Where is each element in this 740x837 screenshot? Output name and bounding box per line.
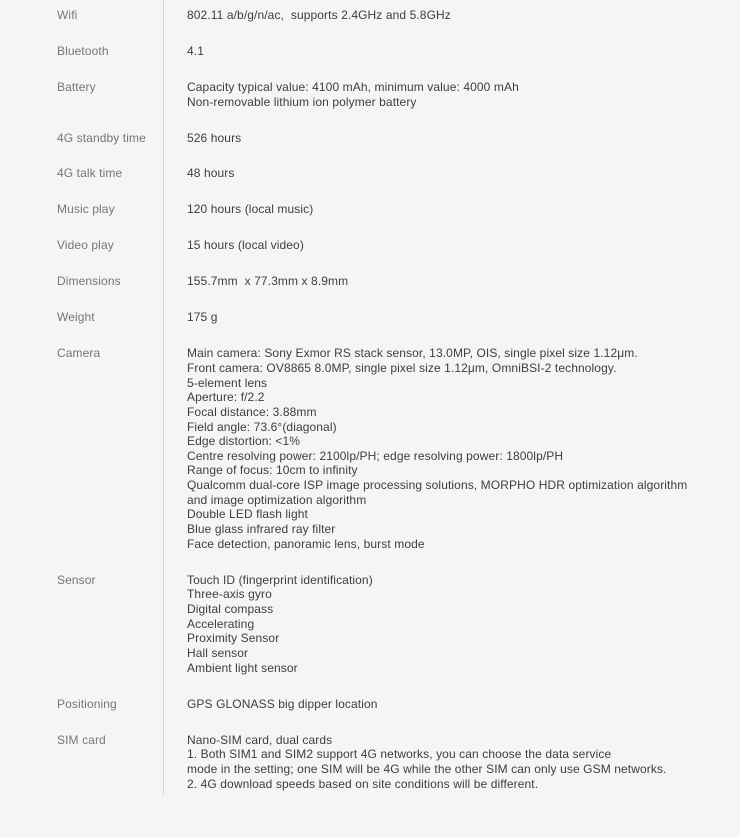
spec-value-line: 526 hours	[187, 130, 242, 145]
spec-value-line: Capacity typical value: 4100 mAh, minimum value: 4000 mAh	[187, 79, 519, 94]
spec-label: Video play	[57, 238, 114, 253]
spec-row	[0, 310, 740, 325]
spec-row	[0, 238, 740, 253]
spec-value-line: Ambient light sensor	[187, 660, 298, 675]
spec-label: Weight	[57, 310, 95, 325]
spec-value-line: Range of focus: 10cm to infinity	[187, 463, 358, 478]
spec-value-line: Centre resolving power: 2100lp/PH; edge resolving power: 1800lp/PH	[187, 448, 564, 463]
spec-value-line: 155.7mm x 77.3mm x 8.9mm	[187, 274, 349, 289]
spec-value-line: Digital compass	[187, 602, 274, 617]
spec-value-line: Field angle: 73.6°(diagonal)	[187, 419, 337, 434]
spec-value	[163, 274, 740, 289]
spec-label: Dimensions	[57, 274, 121, 289]
spec-value	[163, 131, 740, 146]
spec-value-line: 2. 4G download speeds based on site conditions will be different.	[187, 776, 539, 791]
spec-value-line: Focal distance: 3.88mm	[187, 404, 317, 419]
spec-value	[163, 238, 740, 253]
spec-value	[163, 733, 740, 792]
spec-value-line: Double LED flash light	[187, 507, 308, 522]
spec-value-line: Nano-SIM card, dual cards	[187, 732, 333, 747]
spec-value	[163, 202, 740, 217]
spec-value-line: 4.1	[187, 43, 204, 58]
spec-row	[0, 80, 740, 109]
spec-row	[0, 573, 740, 676]
spec-value	[163, 346, 740, 551]
spec-value-line: Touch ID (fingerprint identification)	[187, 572, 373, 587]
spec-row	[0, 274, 740, 289]
spec-value-line: Main camera: Sony Exmor RS stack sensor, 13.0MP, OIS, single pixel size 1.12μm.	[187, 346, 638, 361]
spec-label: Battery	[57, 79, 96, 94]
spec-value-line: Edge distortion: <1%	[187, 434, 301, 449]
spec-value-line: Blue glass infrared ray filter	[187, 522, 336, 537]
spec-label: Camera	[57, 346, 101, 361]
spec-value-line: 15 hours (local video)	[187, 238, 304, 253]
spec-label: Bluetooth	[57, 43, 109, 58]
spec-value-line: Qualcomm dual-core ISP image processing solutions, MORPHO HDR optimization algorithm	[187, 478, 688, 493]
spec-value-line: Face detection, panoramic lens, burst mode	[187, 536, 425, 551]
spec-value-line: 120 hours (local music)	[187, 202, 314, 217]
spec-row	[0, 733, 740, 792]
spec-value-line: 175 g	[187, 310, 218, 325]
spec-value	[163, 310, 740, 325]
spec-value-line: Front camera: OV8865 8.0MP, single pixel size 1.12μm, OmniBSI-2 technology.	[187, 360, 617, 375]
spec-value	[163, 573, 740, 676]
spec-label: SIM card	[57, 732, 106, 747]
spec-value-line: GPS GLONASS big dipper location	[187, 696, 378, 711]
spec-value	[163, 8, 740, 23]
spec-value-line: Three-axis gyro	[187, 587, 272, 602]
spec-value-line: Accelerating	[187, 616, 255, 631]
spec-row	[0, 166, 740, 181]
spec-value-line: Aperture: f/2.2	[187, 390, 265, 405]
spec-value-line: Hall sensor	[187, 646, 249, 660]
spec-value-line: mode in the setting; one SIM will be 4G while the other SIM can only use GSM networks.	[187, 761, 667, 776]
spec-label: 4G talk time	[57, 166, 123, 181]
spec-value-line: 5-element lens	[187, 375, 268, 390]
spec-table	[0, 8, 740, 812]
spec-value-line: and image optimization algorithm	[187, 492, 367, 507]
spec-label: Positioning	[57, 696, 117, 711]
spec-row	[0, 8, 740, 23]
spec-row	[0, 131, 740, 146]
spec-row	[0, 346, 740, 551]
spec-value-line: 802.11 a/b/g/n/ac, supports 2.4GHz and 5.8GHz	[187, 8, 451, 22]
spec-row	[0, 697, 740, 712]
spec-value	[163, 166, 740, 181]
spec-value-line: 1. Both SIM1 and SIM2 support 4G networks, you can choose the data service	[187, 747, 612, 762]
spec-row	[0, 202, 740, 217]
spec-value	[163, 80, 740, 109]
spec-label: Wifi	[57, 8, 78, 22]
spec-label: Music play	[57, 202, 115, 217]
spec-label: 4G standby time	[57, 130, 146, 145]
spec-label: Sensor	[57, 572, 96, 587]
spec-value	[163, 697, 740, 712]
spec-row	[0, 44, 740, 59]
spec-value-line: Proximity Sensor	[187, 631, 280, 646]
spec-value	[163, 44, 740, 59]
spec-value-line: Non-removable lithium ion polymer battery	[187, 94, 417, 109]
spec-value-line: 48 hours	[187, 166, 235, 181]
